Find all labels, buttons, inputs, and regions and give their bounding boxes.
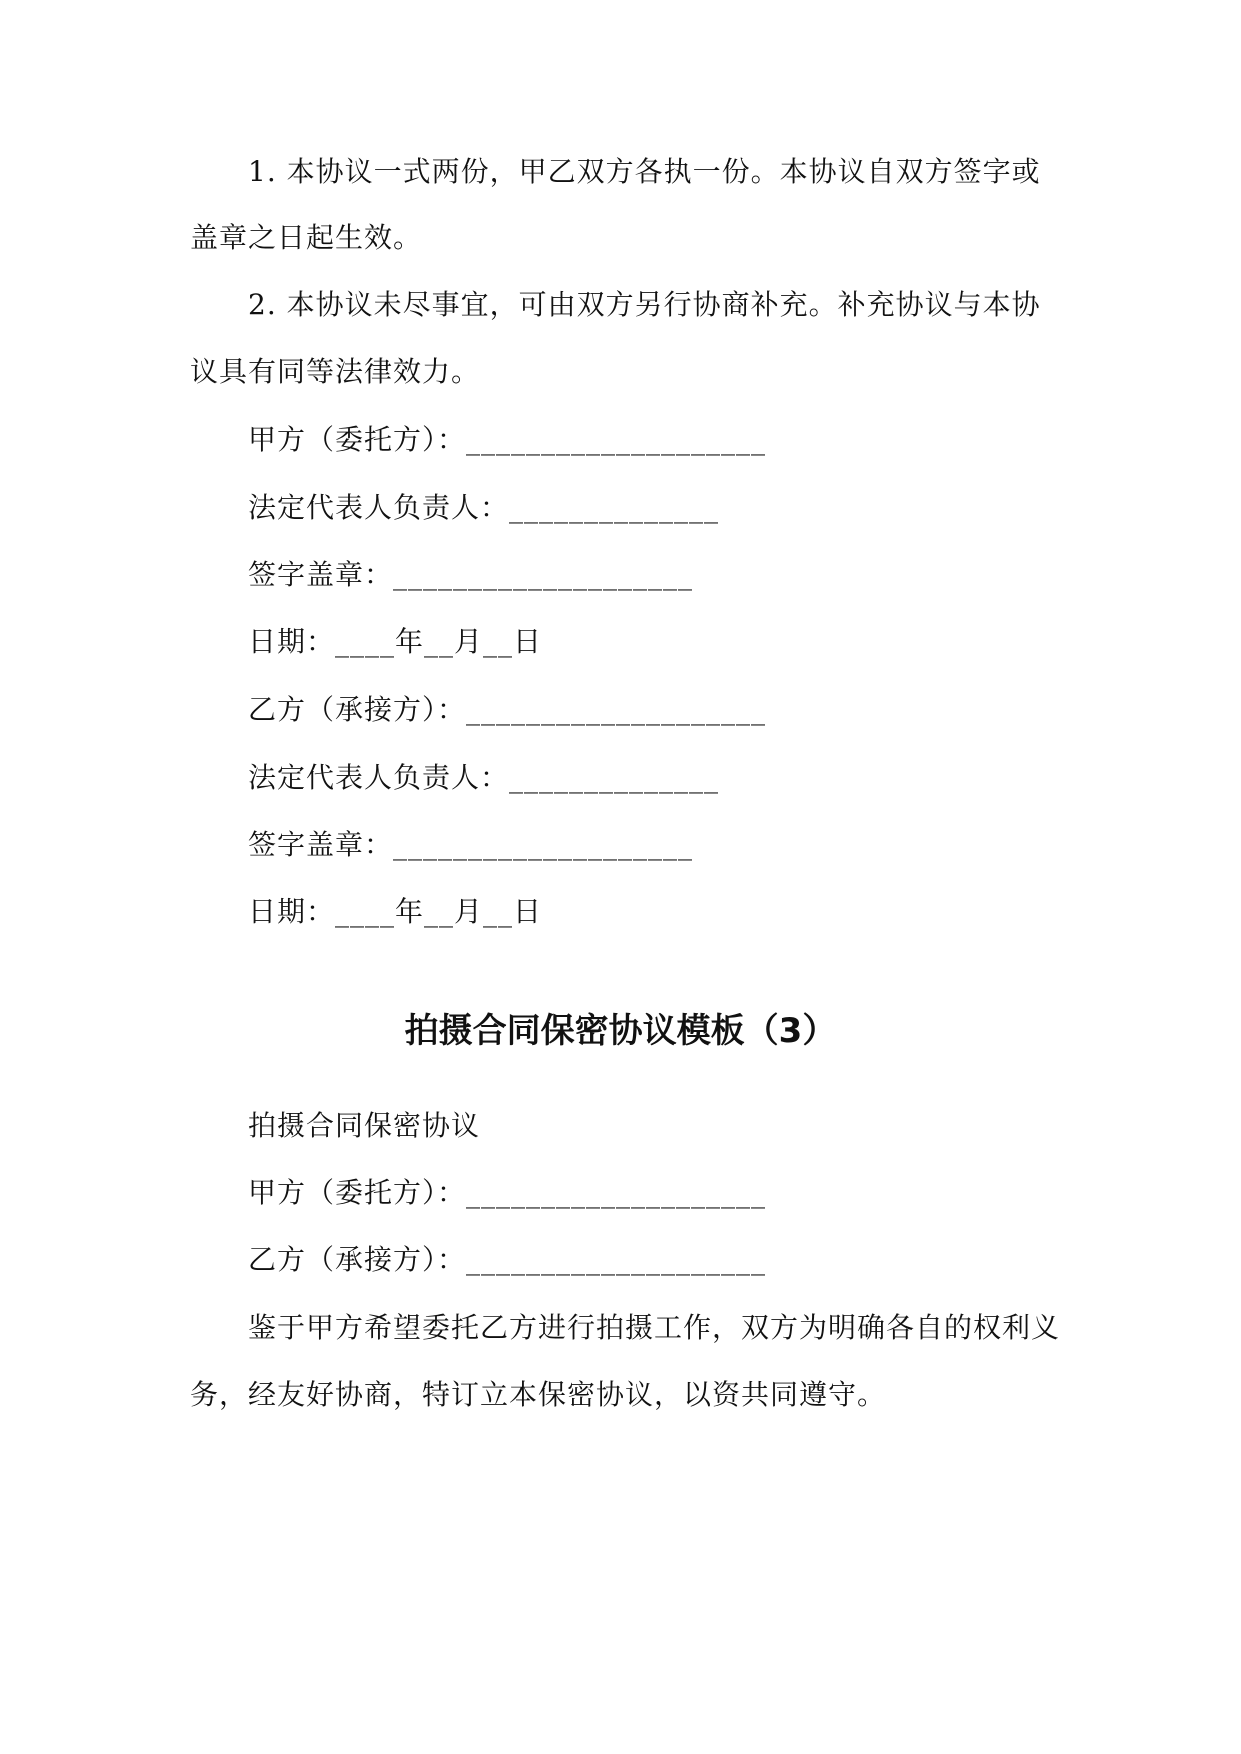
clause-2-line-2: 议具有同等法律效力。 [190,355,481,388]
party-a-representative-field: 法定代表人负责人：______________ [248,491,720,524]
clause-1-line-2: 盖章之日起生效。 [190,221,423,254]
section-party-a-field: 甲方（委托方）：____________________ [248,1176,767,1209]
party-b-representative-field: 法定代表人负责人：______________ [248,761,720,794]
party-b-signature-field: 签字盖章：____________________ [248,828,694,861]
clause-1-line-1: 1. 本协议一式两份，甲乙双方各执一份。本协议自双方签字或 [248,155,1041,188]
intro-line-1: 鉴于甲方希望委托乙方进行拍摄工作，双方为明确各自的权利义 [248,1311,1061,1344]
party-b-date-field: 日期：____年__月__日 [248,895,543,928]
section-title: 拍摄合同保密协议模板（3） [404,1011,837,1051]
intro-line-2: 务，经友好协商，特订立本保密协议，以资共同遵守。 [190,1378,887,1411]
party-a-signature-field: 签字盖章：____________________ [248,558,694,591]
party-a-name-field: 甲方（委托方）：____________________ [248,423,767,456]
clause-2-line-1: 2. 本协议未尽事宜，可由双方另行协商补充。补充协议与本协 [248,288,1041,321]
section-party-b-field: 乙方（承接方）：____________________ [248,1243,767,1276]
section-subtitle: 拍摄合同保密协议 [248,1109,481,1142]
party-a-date-field: 日期：____年__月__日 [248,625,543,658]
party-b-name-field: 乙方（承接方）：____________________ [248,693,767,726]
